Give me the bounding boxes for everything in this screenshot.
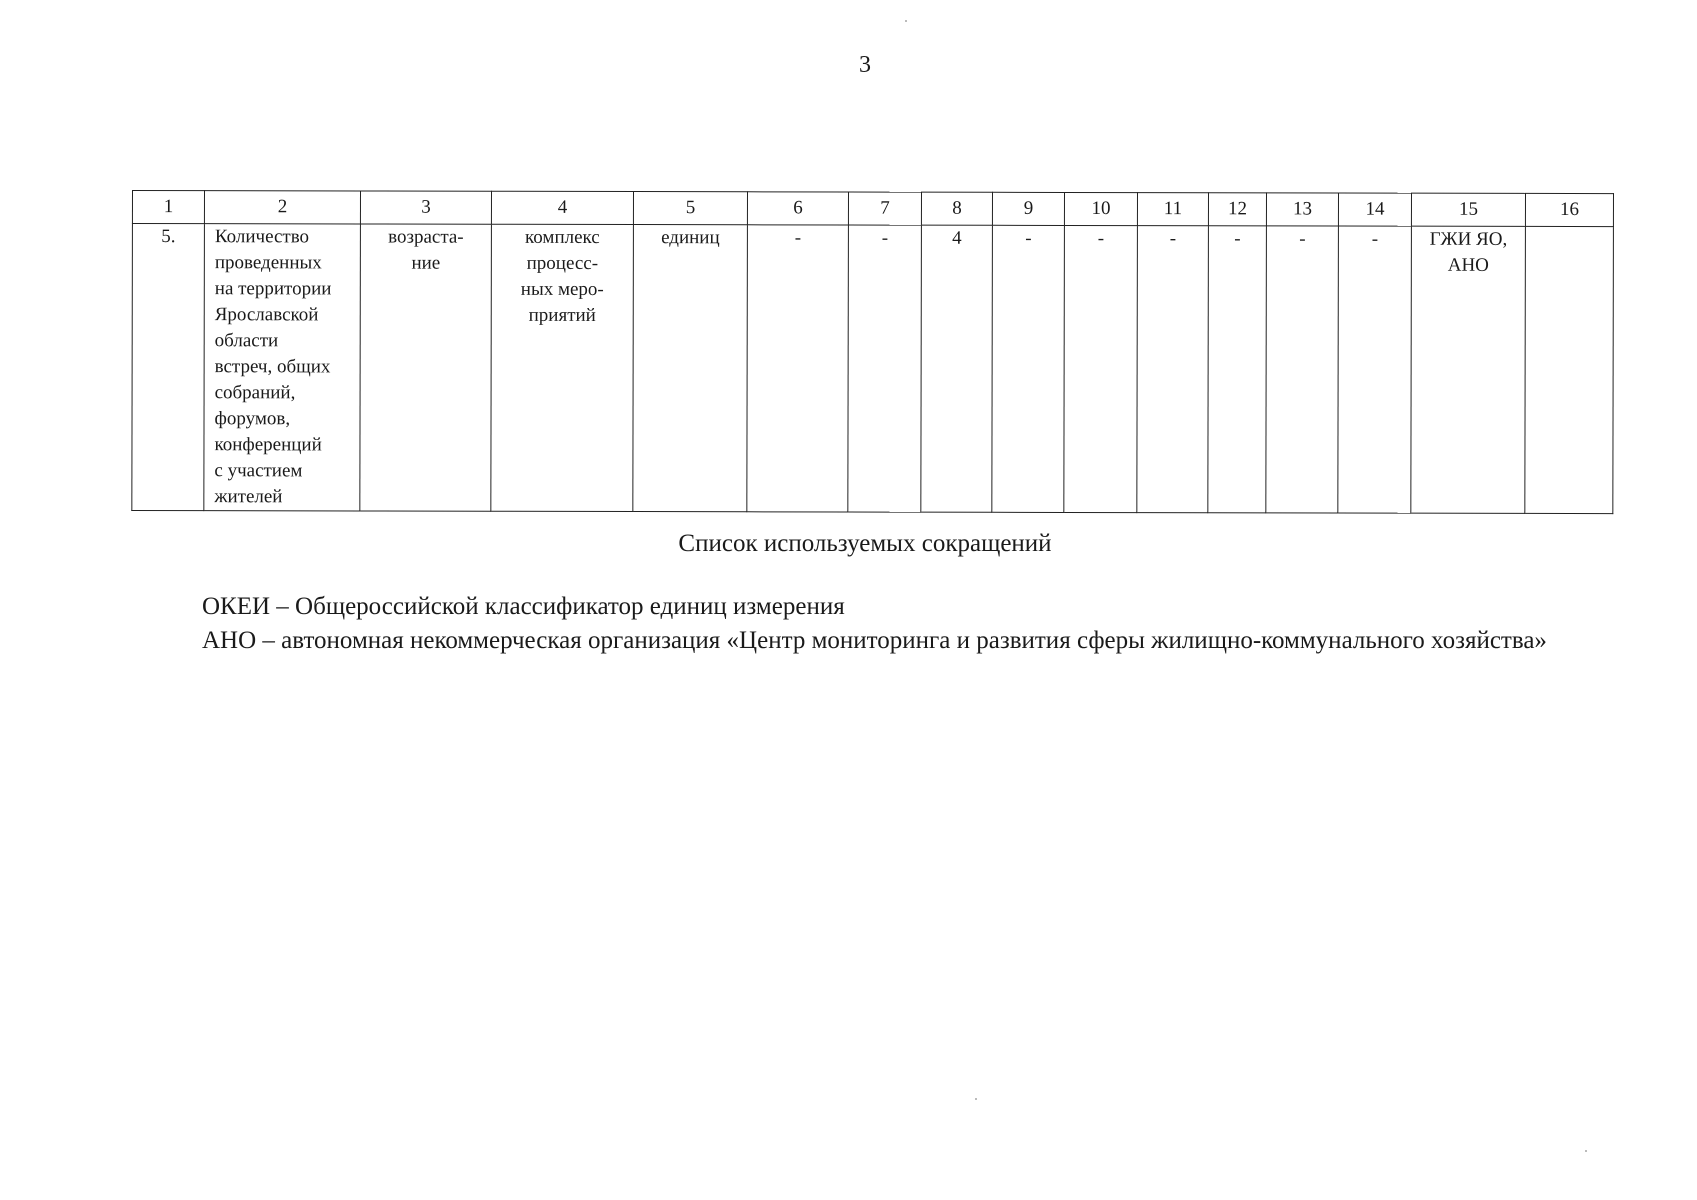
row-index-cell: 5. [132, 224, 205, 511]
column-number: 9 [992, 192, 1064, 225]
cell-line: ГЖИ ЯО, [1429, 228, 1508, 250]
indicator-name-cell [204, 224, 361, 511]
value-cell: - [747, 225, 849, 512]
cell-line: конференций [214, 434, 322, 456]
cell-line: АНО [1447, 254, 1489, 276]
scan-speck [975, 1098, 977, 1100]
value-cell: - [1208, 226, 1267, 513]
abbreviation-item: АНО – автономная некоммерческая организация «Центр мониторинга и развития сферы жилищно-коммунального хозяйства» [202, 627, 1547, 654]
cell-line: возраста- [388, 226, 464, 248]
abbreviations-title: Список используемых сокращений [678, 530, 1052, 557]
column-number: 12 [1208, 193, 1266, 226]
cell-line: жителей [214, 486, 283, 508]
column-number: 13 [1266, 193, 1338, 226]
column-number: 14 [1338, 193, 1411, 226]
cell-line: области [214, 330, 279, 352]
value-cell [1525, 226, 1614, 513]
column-number: 4 [491, 191, 633, 224]
column-number: 8 [921, 192, 992, 225]
value-cell: - [992, 225, 1065, 512]
column-number: 6 [747, 192, 848, 225]
column-number: 11 [1137, 193, 1208, 226]
abbreviations-list [130, 590, 1605, 658]
column-number: 10 [1064, 192, 1137, 225]
scan-speck [905, 20, 907, 22]
column-number: 5 [633, 192, 747, 225]
indicator-table [131, 190, 1614, 514]
value-cell: - [1266, 226, 1339, 513]
column-number: 2 [204, 191, 360, 224]
column-number: 1 [132, 191, 204, 224]
cell-line: ных меро- [520, 278, 604, 300]
cell-line: на территории [214, 278, 332, 300]
cell-line: встреч, общих [214, 356, 331, 378]
cell-line: приятий [528, 304, 596, 326]
value-cell: - [848, 225, 922, 512]
unit-cell: единиц [633, 225, 748, 512]
cell-line: собраний, [214, 382, 296, 404]
column-number: 3 [360, 191, 491, 224]
column-number: 16 [1525, 193, 1613, 226]
page-number: 3 [859, 52, 871, 78]
table-header-row [132, 191, 1613, 227]
table-row [132, 224, 1614, 514]
cell-line: форумов, [214, 408, 291, 430]
value-cell: - [1338, 226, 1412, 513]
indicator-type-cell [491, 224, 634, 511]
abbreviation-item: ОКЕИ – Общероссийской классификатор единиц измерения [202, 593, 845, 620]
value-cell: 4 [921, 225, 993, 512]
cell-line: комплекс [525, 226, 600, 248]
scan-speck [1585, 1150, 1587, 1152]
value-cell: - [1064, 225, 1138, 512]
cell-line: Количество [214, 226, 310, 248]
indicator-table-wrapper [131, 190, 1607, 514]
cell-line: проведенных [214, 252, 322, 274]
cell-line: процесс- [526, 252, 599, 274]
value-cell: - [1137, 226, 1209, 513]
trend-cell [360, 224, 492, 511]
cell-line: с участием [214, 460, 303, 482]
column-number: 7 [848, 192, 921, 225]
column-number: 15 [1411, 193, 1525, 226]
responsible-cell [1411, 226, 1526, 513]
cell-line: ние [411, 252, 441, 274]
cell-line: Ярославской [214, 304, 319, 326]
